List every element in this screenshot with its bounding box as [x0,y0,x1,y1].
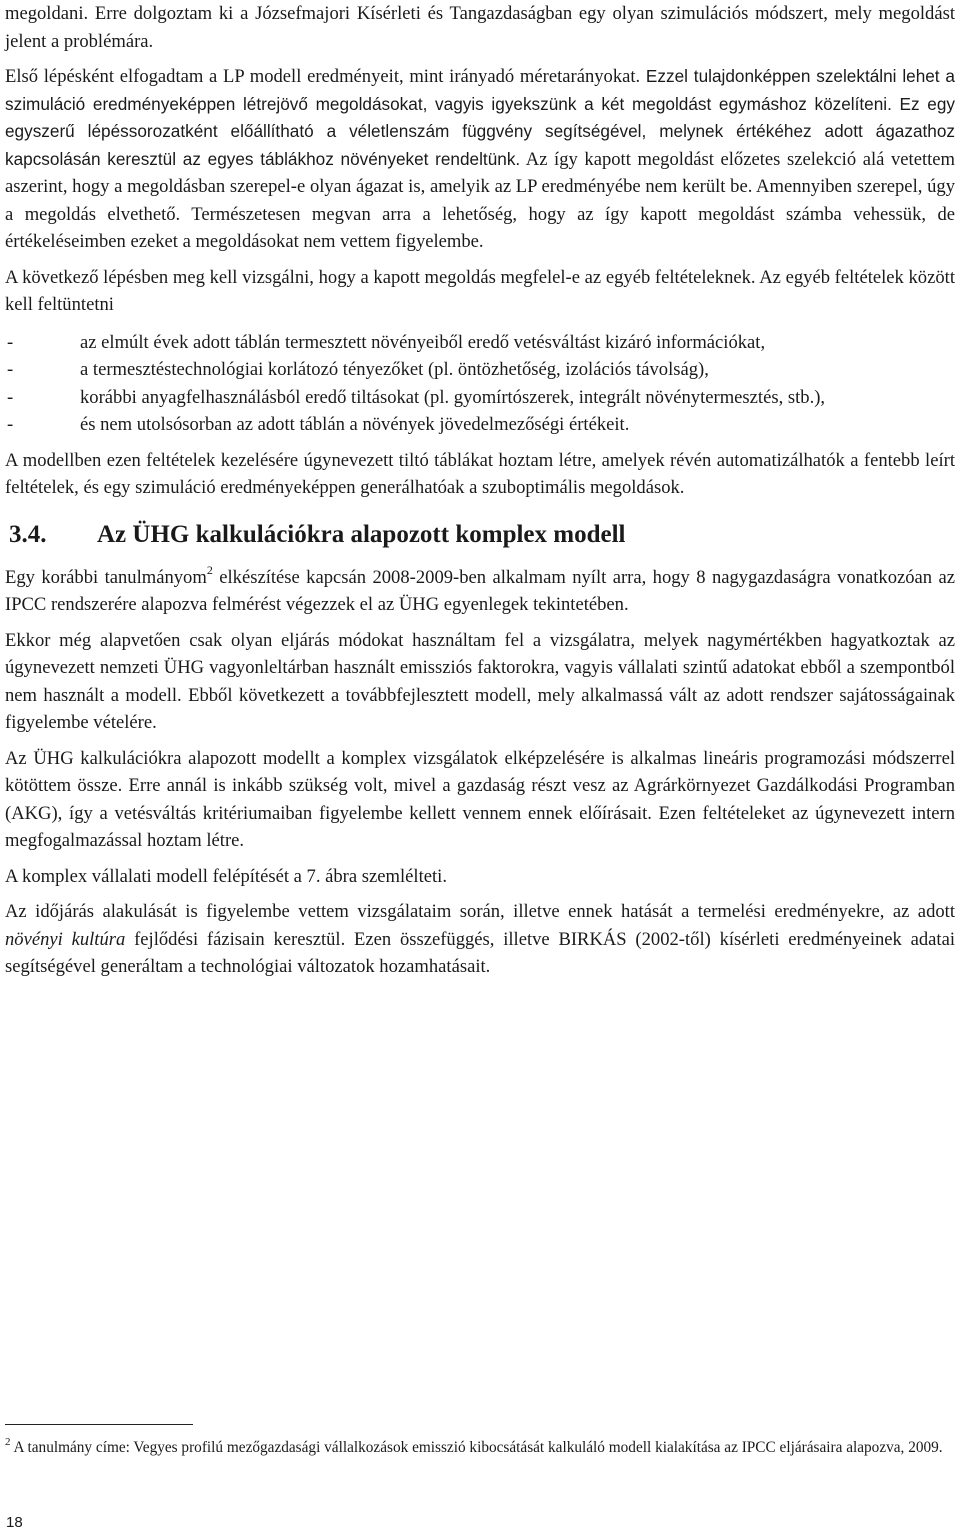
footnote-reference: 2 [206,562,213,577]
section-heading [5,518,955,552]
list-item: - és nem utolsósorban az adott táblán a növények jövedelmezőségi értékeit. [5,411,955,439]
list-item: - a termesztéstechnológiai korlátozó tényezőket (pl. öntözhetőség, izolációs távolság), [5,356,955,384]
paragraph-model-tables: A modellben ezen feltételek kezelésére úgynevezett tiltó táblákat hoztam létre, amelyek révén automatizálhatók a fentebb leírt feltételek, és egy szimuláció eredményeképpen generálhatóak a szuboptimális megoldások. [5,449,955,498]
list-item: - az elmúlt évek adott táblán termesztett növényeiből eredő vetésváltást kizáró információkat, [5,329,955,357]
paragraph-first-step-rest: Az így kapott megoldást előzetes szelekció alá vetettem aszerint, hogy a megoldásban szerepel-e olyan ágazat is, amelyik az LP eredményébe nem került be. Amennyiben szerepel, úgy a megoldás elvethető. Természetesen megvan arra a lehetőség, hogy az így kapott megoldást számba vehessük, de értékeléseimben ezeket a megoldásokat nem vettem figyelembe. [5,148,956,252]
condition-list [5,329,955,439]
section-number: 3.4. [9,520,47,548]
footnote-text: A tanulmány címe: Vegyes profilú mezőgazdasági vállalkozások emisszió kibocsátását kalkuláló modell kialakítása az IPCC eljárásaira alapozva, 2009. [10,1439,943,1456]
paragraph-first-step [5,63,955,256]
section-title: Az ÜHG kalkulációkra alapozott komplex modell [97,520,626,548]
dash-marker: - [7,331,14,353]
page-number: 18 [6,1514,23,1531]
paragraph-figure-ref: A komplex vállalati modell felépítését a 7. ábra szemlélteti. [5,865,447,887]
list-item: - korábbi anyagfelhasználásból eredő tiltásokat (pl. gyomírtószerek, integrált növénytermesztés, stb.), [5,384,955,412]
paragraph-first-step-sans: Ezzel tulajdonképpen szelektálni lehet a szimuláció eredményeképpen létrejövő megoldásokat, vagyis igyekszünk a két megoldást egymáshoz közelíteni. Ez egy egyszerű lépéssorozatként előállítható a véletlenszám függvény segítségével, melynek értékéhez adott ágazathoz kapcsolásán keresztül az egyes táblákhoz növényeket rendeltünk. [5,66,955,169]
document-page [5,0,955,981]
paragraph-intro: megoldani. Erre dolgoztam ki a Józsefmajori Kísérleti és Tangazdaságban egy olyan szimulációs módszert, mely megoldást jelent a problémára. [5,3,955,52]
dash-marker: - [7,386,14,408]
paragraph-first-step-lead: Első lépésként elfogadtam a LP modell eredményeit, mint irányadó méretarányokat. [5,66,641,87]
footnote-divider [5,1424,193,1425]
paragraph-lp-model: Az ÜHG kalkulációkra alapozott modellt a komplex vizsgálatok elképzelésére is alkalmas lineáris programozási módszerrel kötöttem össze. Erre annál is inkább szükség volt, mivel a gazdaság részt vesz az Agrárkörnyezet Gazdálkodási Programban (AKG), így a vetésváltás kritériumaiban figyelembe kellett vennem ennek előírásait. Ezen feltételeket az úgynevezett intern megfogalmazással hoztam létre. [5,747,955,851]
paragraph-next-step: A következő lépésben meg kell vizsgálni, hogy a kapott megoldás megfelel-e az egyéb feltételeknek. Az egyéb feltételek között kell feltüntetni [5,266,955,315]
paragraph-earlier-study: Egy korábbi tanulmányom$^2$ elkészítése kapcsán 2008-2009-ben alkalmam nyílt arra, hogy 8 nagygazdaságra vonatkozóan az IPCC rendszerére alapozva felmérést végezzek el az ÜHG egyenlegek tekintetében. [5,562,955,615]
footnote-mark: 2 [5,1436,11,1448]
dash-marker: - [7,414,14,435]
italic-term: növényi kultúra [5,928,126,950]
paragraph-weather: Az időjárás alakulását is figyelembe vettem vizsgálataim során, illetve ennek hatását a termelési eredményekre, az adott növényi kultúra fejlődési fázisain keresztül. Ezen összefüggés, illetve BIRKÁS (2002-től) kísérleti eredményeinek adatai segítségével generáltam a technológiai változatok hozamhatásait. [5,901,955,977]
footnote [5,1436,955,1459]
paragraph-methods: Ekkor még alapvetően csak olyan eljárás módokat használtam fel a vizsgálatra, melyek nagymértékben hagyatkoztak az úgynevezett nemzeti ÜHG vagyonleltárban használt emissziós faktorokra, vagyis vállalati szintű adatokat ebből a szempontból nem használt a modell. Ebből következett a továbbfejlesztett modell, mely alkalmassá vált az adott rendszer sajátosságainak figyelembe vételére. [5,629,955,733]
dash-marker: - [7,359,14,380]
